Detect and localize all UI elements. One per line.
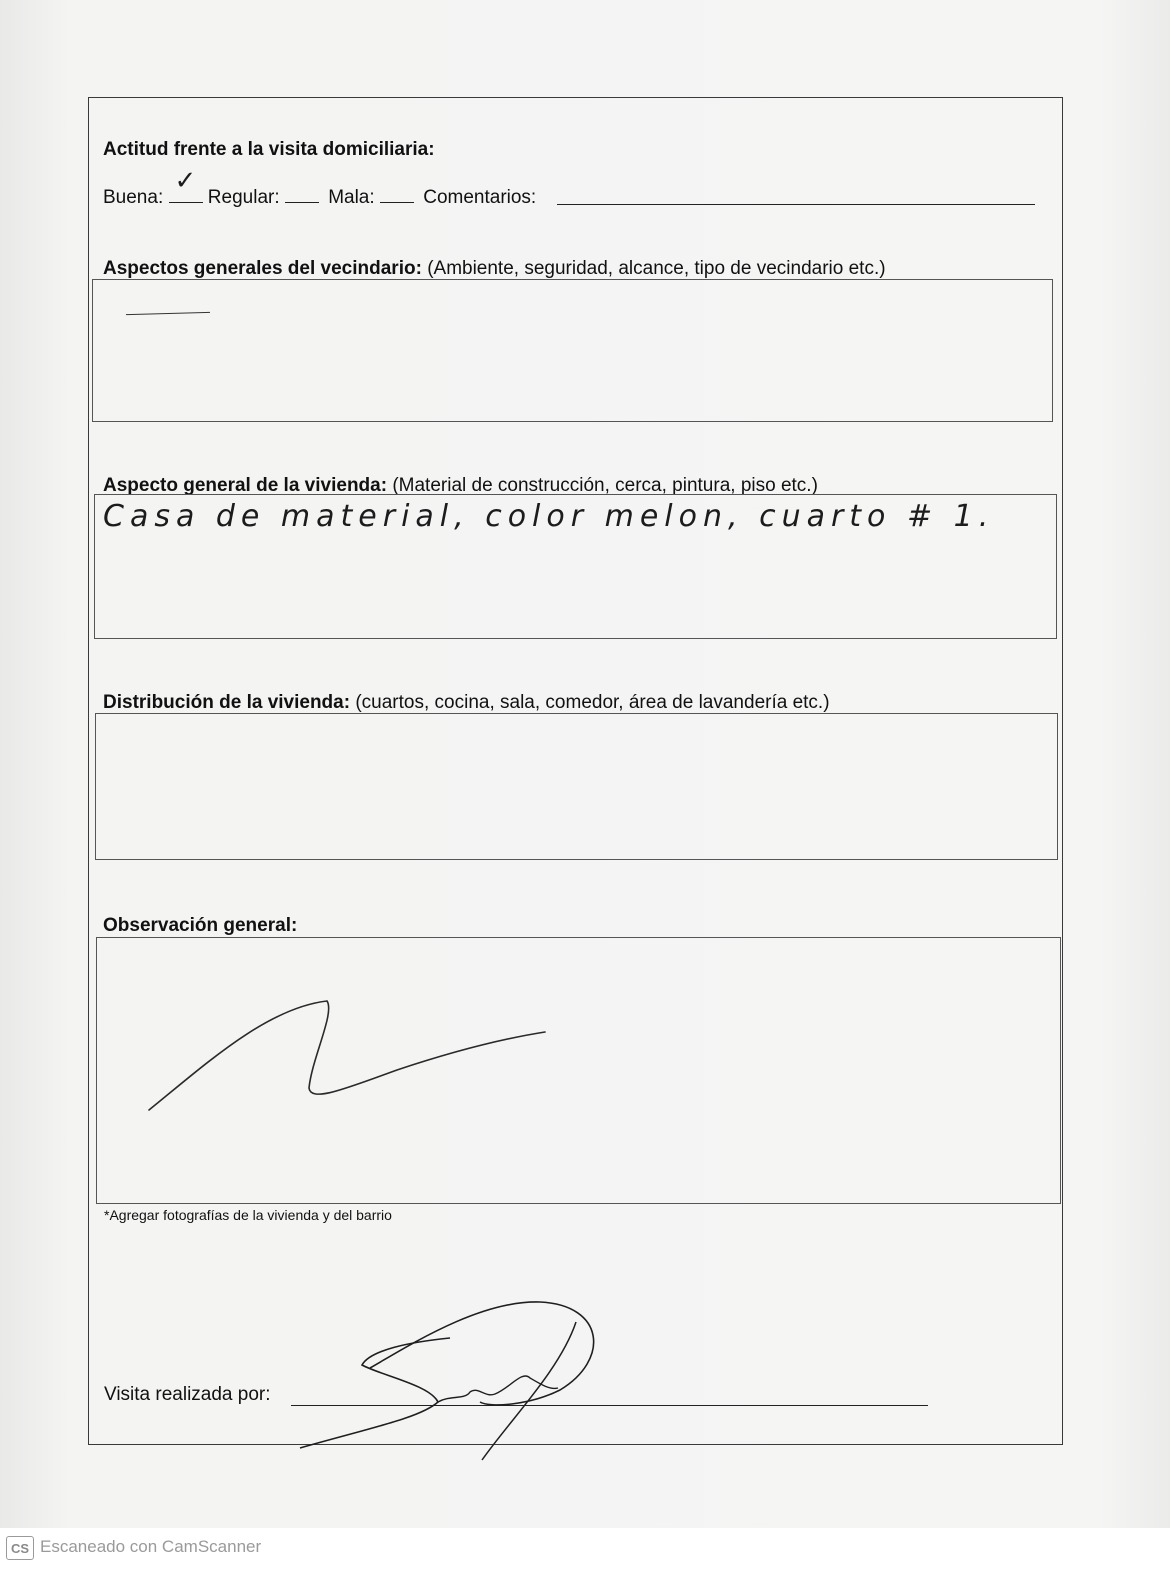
attitude-row	[103, 166, 537, 209]
distribution-title: Distribución de la vivienda:	[103, 692, 351, 713]
photo-footnote: *Agregar fotografías de la vivienda y del barrio	[104, 1207, 392, 1223]
observation-title: Observación general:	[103, 915, 298, 936]
distribution-hint: (cuartos, cocina, sala, comedor, área de lavandería etc.)	[355, 692, 830, 713]
observation-scribble	[97, 938, 1062, 1205]
neighborhood-dash-mark	[126, 312, 210, 315]
neighborhood-heading	[103, 258, 886, 280]
house-aspect-handwriting: Casa de material, color melon, cuarto # 1.	[103, 499, 995, 534]
distribution-box[interactable]	[95, 713, 1058, 860]
house-aspect-hint: (Material de construcción, cerca, pintura, piso etc.)	[392, 475, 818, 496]
observation-box[interactable]	[96, 937, 1061, 1204]
neighborhood-box[interactable]	[92, 279, 1053, 422]
comentarios-label: Comentarios:	[423, 187, 537, 208]
buena-label: Buena:	[103, 187, 164, 208]
distribution-heading	[103, 692, 830, 714]
attitude-title: Actitud frente a la visita domiciliaria:	[103, 139, 435, 160]
buena-check-mark: ✓	[174, 166, 197, 196]
regular-blank[interactable]	[285, 186, 319, 203]
neighborhood-title: Aspectos generales del vecindario:	[103, 258, 422, 279]
comentarios-line[interactable]	[557, 204, 1035, 205]
regular-label: Regular:	[207, 187, 280, 208]
house-aspect-title: Aspecto general de la vivienda:	[103, 475, 388, 496]
camscanner-logo-icon: CS	[6, 1536, 34, 1560]
mala-label: Mala:	[328, 187, 375, 208]
visit-label: Visita realizada por:	[104, 1384, 271, 1405]
mala-blank[interactable]	[380, 186, 414, 203]
house-aspect-box[interactable]	[94, 494, 1057, 639]
scanner-footer	[0, 1528, 1170, 1579]
neighborhood-hint: (Ambiente, seguridad, alcance, tipo de vecindario etc.)	[427, 258, 886, 279]
scanner-watermark-text: Escaneado con CamScanner	[40, 1537, 262, 1556]
signature-icon	[260, 1290, 620, 1490]
buena-blank[interactable]	[169, 166, 203, 203]
